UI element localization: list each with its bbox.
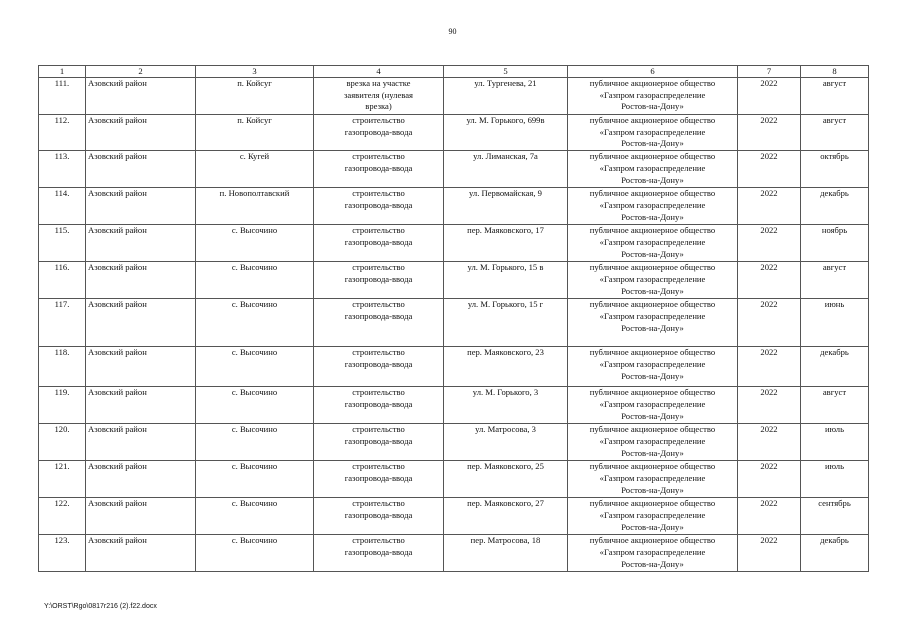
organization-cell: [568, 299, 738, 347]
settlement-cell: с. Высочино: [196, 299, 314, 347]
work-type-cell: [314, 347, 444, 387]
organization-cell-line: публичное акционерное общество: [589, 461, 716, 472]
district-cell: Азовский район: [86, 461, 196, 498]
address-cell: пер. Матросова, 18: [444, 535, 568, 572]
work-type-cell: [314, 387, 444, 424]
work-type-cell-line: строительство: [352, 424, 405, 435]
work-type-cell-line: газопровода-ввода: [344, 236, 413, 247]
organization-cell: [568, 461, 738, 498]
table-row: [39, 188, 869, 225]
address-cell: ул. М. Горького, 3: [444, 387, 568, 424]
work-type-cell: [314, 424, 444, 461]
column-number: 1: [39, 66, 86, 78]
organization-cell-line: Ростов-на-Дону»: [621, 248, 684, 259]
column-number: 6: [568, 66, 738, 78]
address-cell: пер. Маяковского, 17: [444, 225, 568, 262]
work-type-cell-line: газопровода-ввода: [344, 358, 413, 369]
organization-cell: [568, 225, 738, 262]
organization-cell-line: «Газпром газораспределение: [599, 472, 706, 483]
organization-cell-line: публичное акционерное общество: [589, 188, 716, 199]
row-number: 123.: [39, 535, 86, 572]
work-type-cell-line: газопровода-ввода: [344, 199, 413, 210]
work-type-cell: [314, 262, 444, 299]
organization-cell-line: «Газпром газораспределение: [599, 398, 706, 409]
year-cell: 2022: [738, 225, 801, 262]
district-cell: Азовский район: [86, 115, 196, 151]
work-type-cell-line: строительство: [352, 225, 405, 236]
work-type-cell-line: строительство: [352, 151, 405, 162]
settlement-cell: с. Высочино: [196, 387, 314, 424]
address-cell: ул. М. Горького, 15 г: [444, 299, 568, 347]
month-cell: июль: [801, 461, 869, 498]
settlement-cell: с. Кугей: [196, 151, 314, 188]
column-number: 2: [86, 66, 196, 78]
organization-cell-line: публичное акционерное общество: [589, 262, 716, 273]
organization-cell-line: публичное акционерное общество: [589, 299, 716, 310]
settlement-cell: с. Высочино: [196, 424, 314, 461]
work-type-cell: [314, 299, 444, 347]
row-number: 116.: [39, 262, 86, 299]
organization-cell-line: публичное акционерное общество: [589, 225, 716, 236]
work-type-cell: [314, 461, 444, 498]
address-cell: ул. Первомайская, 9: [444, 188, 568, 225]
organization-cell-line: «Газпром газораспределение: [599, 89, 706, 100]
work-type-cell-line: газопровода-ввода: [344, 398, 413, 409]
row-number: 119.: [39, 387, 86, 424]
table-row: [39, 347, 869, 387]
organization-cell-line: Ростов-на-Дону»: [621, 370, 684, 381]
work-type-cell-line: строительство: [352, 188, 405, 199]
work-type-cell: [314, 498, 444, 535]
table-row: [39, 299, 869, 347]
organization-cell: [568, 347, 738, 387]
work-type-cell-line: строительство: [352, 498, 405, 509]
month-cell: декабрь: [801, 535, 869, 572]
table-row: [39, 78, 869, 115]
work-type-cell-line: строительство: [352, 262, 405, 273]
organization-cell-line: Ростов-на-Дону»: [621, 484, 684, 495]
column-number: 7: [738, 66, 801, 78]
organization-cell-line: «Газпром газораспределение: [599, 546, 706, 557]
address-cell: ул. М. Горького, 699в: [444, 115, 568, 151]
organization-cell-line: Ростов-на-Дону»: [621, 285, 684, 296]
organization-cell-line: публичное акционерное общество: [589, 78, 716, 88]
table-row: [39, 262, 869, 299]
organization-cell: [568, 188, 738, 225]
address-cell: ул. Матросова, 3: [444, 424, 568, 461]
year-cell: 2022: [738, 461, 801, 498]
settlement-cell: п. Новополтавский: [196, 188, 314, 225]
work-type-cell-line: врезка): [365, 101, 392, 112]
organization-cell: [568, 151, 738, 188]
work-type-cell-line: строительство: [352, 461, 405, 472]
table-row: [39, 115, 869, 151]
district-cell: Азовский район: [86, 299, 196, 347]
organization-cell: [568, 535, 738, 572]
work-type-cell-line: газопровода-ввода: [344, 273, 413, 284]
organization-cell-line: публичное акционерное общество: [589, 535, 716, 546]
month-cell: июль: [801, 424, 869, 461]
month-cell: июнь: [801, 299, 869, 347]
settlement-cell: с. Высочино: [196, 461, 314, 498]
organization-cell-line: «Газпром газораспределение: [599, 236, 706, 247]
settlement-cell: п. Койсуг: [196, 115, 314, 151]
district-cell: Азовский район: [86, 262, 196, 299]
organization-cell-line: «Газпром газораспределение: [599, 199, 706, 210]
district-cell: Азовский район: [86, 188, 196, 225]
district-cell: Азовский район: [86, 225, 196, 262]
district-cell: Азовский район: [86, 151, 196, 188]
table-row: [39, 461, 869, 498]
month-cell: октябрь: [801, 151, 869, 188]
address-cell: пер. Маяковского, 27: [444, 498, 568, 535]
work-type-cell-line: газопровода-ввода: [344, 126, 413, 137]
address-cell: ул. М. Горького, 15 в: [444, 262, 568, 299]
organization-cell-line: Ростов-на-Дону»: [621, 521, 684, 532]
work-type-cell-line: заявителя (нулевая: [344, 89, 413, 100]
work-type-cell: [314, 115, 444, 151]
year-cell: 2022: [738, 535, 801, 572]
year-cell: 2022: [738, 115, 801, 151]
organization-cell: [568, 387, 738, 424]
organization-cell-line: Ростов-на-Дону»: [621, 322, 684, 333]
work-type-cell: [314, 188, 444, 225]
column-number: 3: [196, 66, 314, 78]
year-cell: 2022: [738, 498, 801, 535]
table-row: [39, 151, 869, 188]
work-type-cell-line: строительство: [352, 299, 405, 310]
district-cell: Азовский район: [86, 347, 196, 387]
column-number: 5: [444, 66, 568, 78]
organization-cell-line: «Газпром газораспределение: [599, 509, 706, 520]
row-number: 111.: [39, 78, 86, 115]
organization-cell-line: публичное акционерное общество: [589, 498, 716, 509]
district-cell: Азовский район: [86, 535, 196, 572]
organization-cell-line: Ростов-на-Дону»: [621, 410, 684, 421]
work-type-cell-line: врезка на участке: [346, 78, 411, 88]
gasification-table: [38, 65, 869, 572]
settlement-cell: с. Высочино: [196, 225, 314, 262]
work-type-cell: [314, 225, 444, 262]
table-row: [39, 225, 869, 262]
organization-cell-line: публичное акционерное общество: [589, 424, 716, 435]
row-number: 114.: [39, 188, 86, 225]
table-row: [39, 387, 869, 424]
column-number: 4: [314, 66, 444, 78]
address-cell: пер. Маяковского, 23: [444, 347, 568, 387]
month-cell: август: [801, 78, 869, 115]
month-cell: сентябрь: [801, 498, 869, 535]
month-cell: август: [801, 115, 869, 151]
month-cell: декабрь: [801, 347, 869, 387]
row-number: 120.: [39, 424, 86, 461]
organization-cell-line: публичное акционерное общество: [589, 115, 716, 125]
organization-cell: [568, 498, 738, 535]
organization-cell-line: Ростов-на-Дону»: [621, 211, 684, 222]
settlement-cell: с. Высочино: [196, 535, 314, 572]
page-number: 90: [448, 27, 457, 36]
year-cell: 2022: [738, 347, 801, 387]
year-cell: 2022: [738, 424, 801, 461]
row-number: 113.: [39, 151, 86, 188]
organization-cell-line: «Газпром газораспределение: [599, 310, 706, 321]
work-type-cell: [314, 78, 444, 115]
organization-cell-line: Ростов-на-Дону»: [621, 558, 684, 569]
row-number: 112.: [39, 115, 86, 151]
row-number: 117.: [39, 299, 86, 347]
year-cell: 2022: [738, 262, 801, 299]
organization-cell-line: публичное акционерное общество: [589, 347, 716, 358]
year-cell: 2022: [738, 387, 801, 424]
year-cell: 2022: [738, 78, 801, 115]
work-type-cell-line: строительство: [352, 347, 405, 358]
settlement-cell: с. Высочино: [196, 498, 314, 535]
organization-cell-line: «Газпром газораспределение: [599, 162, 706, 173]
month-cell: декабрь: [801, 188, 869, 225]
file-path-footer: Y:\ORST\Rgo\0817r216 (2).f22.docx: [44, 603, 157, 610]
work-type-cell-line: газопровода-ввода: [344, 509, 413, 520]
table-row: [39, 424, 869, 461]
row-number: 115.: [39, 225, 86, 262]
organization-cell: [568, 262, 738, 299]
organization-cell-line: «Газпром газораспределение: [599, 435, 706, 446]
row-number: 118.: [39, 347, 86, 387]
settlement-cell: с. Высочино: [196, 262, 314, 299]
year-cell: 2022: [738, 151, 801, 188]
organization-cell: [568, 115, 738, 151]
organization-cell-line: Ростов-на-Дону»: [621, 174, 684, 185]
district-cell: Азовский район: [86, 424, 196, 461]
row-number: 122.: [39, 498, 86, 535]
table-row: [39, 498, 869, 535]
work-type-cell-line: газопровода-ввода: [344, 310, 413, 321]
organization-cell-line: публичное акционерное общество: [589, 387, 716, 398]
work-type-cell-line: строительство: [352, 115, 405, 125]
address-cell: ул. Лиманская, 7а: [444, 151, 568, 188]
month-cell: ноябрь: [801, 225, 869, 262]
district-cell: Азовский район: [86, 498, 196, 535]
row-number: 121.: [39, 461, 86, 498]
work-type-cell-line: газопровода-ввода: [344, 435, 413, 446]
work-type-cell-line: строительство: [352, 535, 405, 546]
work-type-cell-line: газопровода-ввода: [344, 162, 413, 173]
column-number-row: [39, 66, 869, 78]
work-type-cell: [314, 151, 444, 188]
work-type-cell: [314, 535, 444, 572]
table-row: [39, 535, 869, 572]
settlement-cell: п. Койсуг: [196, 78, 314, 115]
organization-cell-line: Ростов-на-Дону»: [621, 447, 684, 458]
month-cell: август: [801, 262, 869, 299]
district-cell: Азовский район: [86, 387, 196, 424]
settlement-cell: с. Высочино: [196, 347, 314, 387]
organization-cell-line: Ростов-на-Дону»: [621, 138, 684, 149]
address-cell: ул. Тургенева, 21: [444, 78, 568, 115]
column-number: 8: [801, 66, 869, 78]
organization-cell-line: публичное акционерное общество: [589, 151, 716, 162]
organization-cell: [568, 78, 738, 115]
address-cell: пер. Маяковского, 25: [444, 461, 568, 498]
organization-cell-line: «Газпром газораспределение: [599, 126, 706, 137]
organization-cell-line: Ростов-на-Дону»: [621, 101, 684, 112]
year-cell: 2022: [738, 188, 801, 225]
year-cell: 2022: [738, 299, 801, 347]
organization-cell-line: «Газпром газораспределение: [599, 358, 706, 369]
work-type-cell-line: строительство: [352, 387, 405, 398]
work-type-cell-line: газопровода-ввода: [344, 546, 413, 557]
month-cell: август: [801, 387, 869, 424]
organization-cell-line: «Газпром газораспределение: [599, 273, 706, 284]
organization-cell: [568, 424, 738, 461]
work-type-cell-line: газопровода-ввода: [344, 472, 413, 483]
district-cell: Азовский район: [86, 78, 196, 115]
